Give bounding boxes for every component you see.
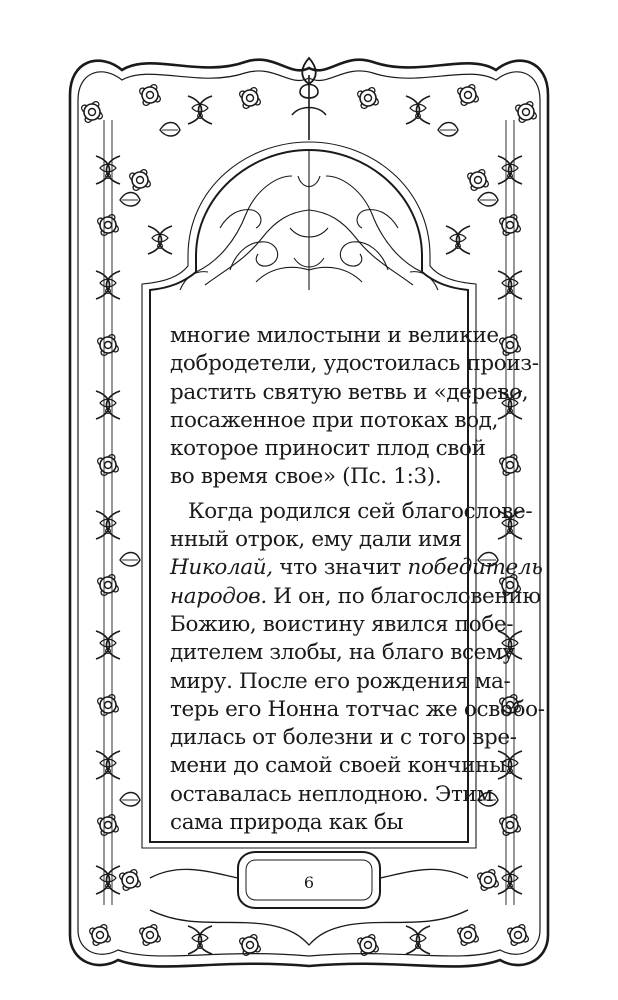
text-line	[170, 583, 541, 611]
text-run: И он, по благословению	[266, 583, 541, 609]
page-number: 6	[303, 873, 315, 892]
text-line: мени до самой своей кончины	[170, 753, 506, 779]
text-line: посаженное при потоках вод,	[170, 407, 499, 433]
text-line: оставалась неплодною. Этим	[170, 781, 493, 807]
text-line: миру. После его рождения ма-	[170, 668, 511, 694]
text-line: многие милостыни и великие	[170, 323, 499, 348]
text-line: дителем злобы, на благо всему	[170, 640, 515, 666]
text-line: добродетели, удостоилась произ-	[170, 351, 539, 377]
text-line: сама природа как бы	[170, 810, 404, 836]
text-line: Божию, воистину явился побе-	[170, 611, 514, 637]
italic-phrase: победитель	[407, 555, 543, 581]
text-line: дилась от болезни и с того вре-	[170, 725, 517, 751]
text-line: растить святую ветвь и «дерево,	[170, 379, 529, 405]
text-line: которое приносит плод свой	[170, 436, 486, 462]
text-line: терь его Нонна тотчас же освобо-	[170, 696, 545, 722]
text-run: что значит	[272, 555, 408, 581]
text-line	[170, 554, 543, 582]
text-line: нный отрок, ему дали имя	[170, 527, 462, 553]
italic-phrase: народов.	[170, 583, 267, 609]
text-line: во время свое» (Пс. 1:3).	[170, 464, 442, 490]
body-text	[170, 322, 545, 837]
italic-phrase: Николай,	[170, 555, 273, 581]
text-line: Когда родился сей благослове-	[188, 498, 533, 524]
